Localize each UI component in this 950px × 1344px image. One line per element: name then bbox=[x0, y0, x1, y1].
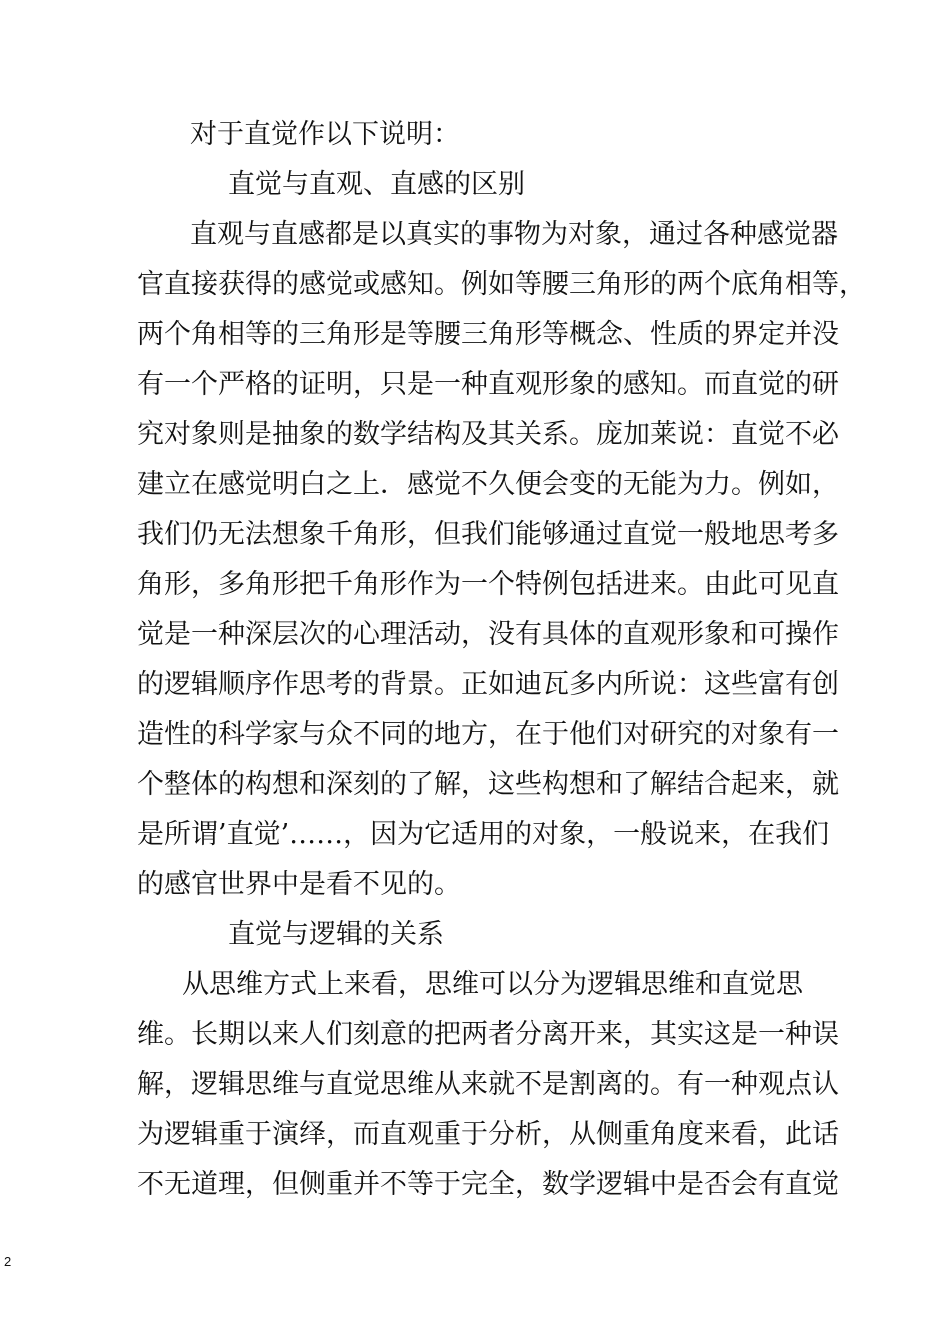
section-heading: 直觉与逻辑的关系 bbox=[228, 919, 444, 950]
text-line: 两个角相等的三角形是等腰三角形等概念、性质的界定并没 bbox=[137, 319, 839, 350]
text-line: 的感官世界中是看不见的。 bbox=[137, 869, 461, 900]
page-number: 2 bbox=[4, 1254, 12, 1269]
text-line: 从思维方式上来看，思维可以分为逻辑思维和直觉思 bbox=[182, 969, 803, 1000]
text-line: 是所谓’直觉’……，因为它适用的对象，一般说来，在我们 bbox=[137, 819, 830, 850]
text-line: 为逻辑重于演绎，而直观重于分析，从侧重角度来看，此话 bbox=[137, 1119, 839, 1150]
text-line: 觉是一种深层次的心理活动，没有具体的直观形象和可操作 bbox=[137, 619, 839, 650]
text-line: 我们仍无法想象千角形，但我们能够通过直觉一般地思考多 bbox=[137, 519, 839, 550]
text-line: 究对象则是抽象的数学结构及其关系。庞加莱说：直觉不必 bbox=[137, 419, 839, 450]
text-line: 直观与直感都是以真实的事物为对象，通过各种感觉器 bbox=[190, 219, 838, 250]
text-line: 不无道理，但侧重并不等于完全，数学逻辑中是否会有直觉 bbox=[137, 1169, 839, 1200]
text-line: 有一个严格的证明，只是一种直观形象的感知。而直觉的研 bbox=[137, 369, 839, 400]
text-line: 官直接获得的感觉或感知。例如等腰三角形的两个底角相等， bbox=[137, 269, 866, 300]
text-line: 角形，多角形把千角形作为一个特例包括进来。由此可见直 bbox=[137, 569, 839, 600]
text-line: 维。长期以来人们刻意的把两者分离开来，其实这是一种误 bbox=[137, 1019, 839, 1050]
intro-line: 对于直觉作以下说明： bbox=[190, 119, 460, 150]
text-line: 的逻辑顺序作思考的背景。正如迪瓦多内所说：这些富有创 bbox=[137, 669, 839, 700]
text-line: 建立在感觉明白之上．感觉不久便会变的无能为力。例如， bbox=[137, 469, 839, 500]
text-line: 个整体的构想和深刻的了解，这些构想和了解结合起来，就 bbox=[137, 769, 839, 800]
text-line: 造性的科学家与众不同的地方，在于他们对研究的对象有一 bbox=[137, 719, 839, 750]
text-line: 解，逻辑思维与直觉思维从来就不是割离的。有一种观点认 bbox=[137, 1069, 839, 1100]
section-heading: 直觉与直观、直感的区别 bbox=[228, 169, 525, 200]
